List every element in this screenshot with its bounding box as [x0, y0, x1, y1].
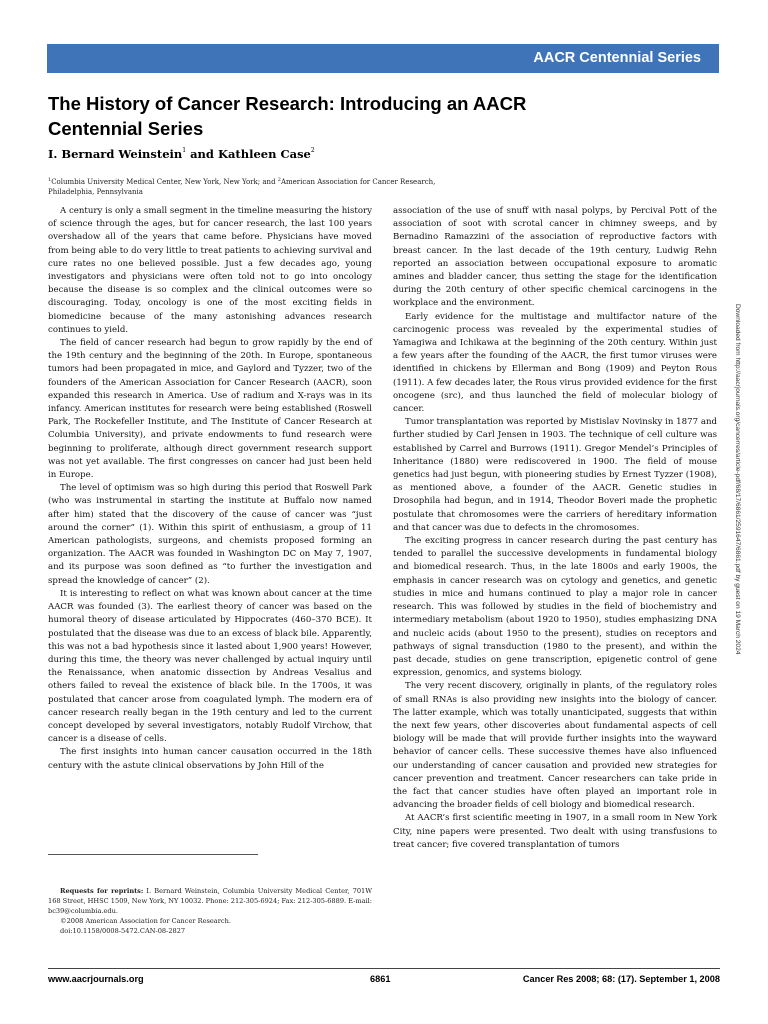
body-paragraph: association of the use of snuff with nasal polyps, by Percival Pott of the association of soot with scrotal cancer in chimney sweeps, and by Bernadino Ramazzini of the association of reproductive factors with breast cancer. In the last decade of the 19th century, Ludwig Rehn reported an association between occupational exposure to aromatic amines and bladder cancer, thus setting the stage for the identification during the 20th century of other specific chemical carcinogens in the workplace and the environment.	[393, 206, 717, 309]
body-column-right	[393, 205, 717, 852]
author-name: I. Bernard Weinstein	[48, 147, 183, 161]
body-paragraph: It is interesting to reflect on what was known about cancer at the time AACR was founded (3). The earliest theory of cancer was based on the humoral theory of disease articulated by Hippocrates (460–370 BCE). It postulated that the disease was due to an excess of black bile. Apparently, this was not a bad hypothesis since it lasted about 1,900 years! However, during this time, the theory was never challenged by actual inquiry until the Renaissance, when anatomic dissection by Andreas Vesalius and others failed to reveal the existence of black bile. In the 1700s, it was postulated that cancer arose from coagulated lymph. The modern era of cancer research really began in the 19th century and led to the current concept developed by several investigators, notably Rudolf Virchow, that cancer is a disease of cells.	[48, 588, 372, 745]
affiliations: $^1$Columbia University Medical Center, New York, New York; and $^2$American Association for Cancer Research, Philadelphia, Pennsylvania	[48, 177, 436, 196]
body-paragraph: The field of cancer research had begun to grow rapidly by the end of the 19th century and the beginning of the 20th. In Europe, spontaneous tumors had been propagated in mice, and Gaylord and Tyzzer, two of the founders of the American Association for Cancer Research (AACR), soon expanded this research in America. Use of radium and X-rays was in its infancy. American institutes for research were being established (Roswell Park, The Rockefeller Institute, and The Institute of Cancer Research at Columbia University), and private endowments to fund research were beginning to proliferate, although direct government research support was not yet available. The first congresses on cancer had just been held in Europe.	[48, 338, 372, 481]
doi: doi:10.1158/0008-5472.CAN-08-2827	[60, 927, 186, 935]
body-paragraph: The first insights into human cancer causation occurred in the 18th century with the astute clinical observations by John Hill of the	[48, 747, 372, 771]
journal-website: www.aacrjournals.org	[48, 974, 144, 984]
reprint-request: Requests for reprints: I. Bernard Weinstein, Columbia University Medical Center, 701W 168 Street, HHSC 1509, New York, NY 10032. Phone: 212-305-6924; Fax: 212-305-6889. E-mail: bc39@columbia.edu.	[48, 887, 372, 915]
series-banner	[47, 44, 719, 73]
footer-divider	[48, 968, 720, 969]
body-paragraph: A century is only a small segment in the timeline measuring the history of science through the ages, but for cancer research, the last 100 years overshadow all of the years that came before. Physicians have moved from being able to do very little to treat patients to achieving survival and cure rates no one believed possible. Just a few decades ago, young investigators and physicians were often told not to go into oncology because the disease is so complex and the clinical outcomes were so discouraging. Today, oncology is one of the most exciting fields in biomedicine because of the many astonishing advances research continues to yield.	[48, 206, 372, 335]
author-joiner: and	[190, 147, 214, 161]
citation: Cancer Res 2008; 68: (17). September 1, 2008	[522, 974, 720, 984]
body-paragraph: The very recent discovery, originally in plants, of the regulatory roles of small RNAs is also providing new insights into the biology of cancer. The latter example, which was totally unanticipated, suggests that within the next few years, other discoveries about fundamental aspects of cell biology will be made that will provide further insights into the wayward behavior of cancer cells. These successive themes have also influenced our understanding of cancer causation and provided new strategies for cancer prevention and treatment. Cancer researchers can take pride in the fact that cancer studies have often played an important role in advancing the broader fields of cell biology and biomedical research.	[393, 681, 717, 811]
download-watermark: Downloaded from http://aacrjournals.org/cancerres/article-pdf/68/17/6861/2591647/6861.pdf by guest on 19 March 2024	[734, 304, 741, 655]
copyright-notice: ©2008 American Association for Cancer Research.	[60, 917, 231, 925]
body-paragraph: Early evidence for the multistage and multifactor nature of the carcinogenic process was revealed by the experimental studies of Yamagiwa and Ichikawa at the beginning of the 20th century. Within just a few years after the founding of the AACR, the first tumor viruses were identified in chickens by Ellerman and Bong (1909) and Peyton Rous (1911). A few decades later, the Rous virus provided evidence for the first oncogene (src), and thus launched the field of molecular biology of cancer.	[393, 311, 717, 415]
article-title: The History of Cancer Research: Introducing an AACR Centennial Series	[48, 93, 527, 139]
body-paragraph: The level of optimism was so high during this period that Roswell Park (who was instrumental in starting the institute at Buffalo now named after him) stated that the discovery of the cause of cancer was “just around the corner” (1). Within this spirit of enthusiasm, a group of 11 American pathologists, surgeons, and chemists proposed forming an organization. The AACR was founded in Washington DC on May 7, 1907, and its purpose was soon defined as “to further the investigation and spread the knowledge of cancer” (2).	[48, 483, 372, 586]
author-affiliation-mark: 2	[310, 147, 315, 154]
author-affiliation-mark: 1	[182, 147, 187, 154]
page-number: 6861	[370, 974, 391, 984]
author-line	[48, 147, 315, 161]
body-paragraph: The exciting progress in cancer research during the past century has tended to parallel the successive developments in fundamental biology and biomedical research. Thus, in the late 1800s and early 1900s, the emphasis in cancer research was on cytology and genetics, and genetic studies in mice and humans continued to play a major role in cancer research. This was followed by studies in the field of biochemistry and intermediary metabolism (about 1920 to 1950), studies emphasizing DNA and nucleic acids (about 1950 to the present), studies on receptors and pathways of signal transduction (1980 to the present), and within the past decade, studies on gene transcription, epigenetic control of gene expression, genomics, and systems biology.	[393, 536, 717, 679]
body-column-left	[48, 205, 372, 773]
footnotes	[48, 886, 372, 936]
author-name: Kathleen Case	[217, 147, 311, 161]
series-title: AACR Centennial Series	[533, 50, 701, 66]
footnote-divider	[48, 854, 258, 855]
body-paragraph: Tumor transplantation was reported by Mistislav Novinsky in 1877 and further studied by Carl Jensen in 1903. The technique of cell culture was established by Carrel and Burrows (1911). Gregor Mendel’s Principles of Inheritance (1880) were rediscovered in 1900. The field of mouse genetics had just begun, with pioneering studies by Ernest Tyzzer (1908), as mentioned above, a founder of the AACR. Genetic studies in Drosophila had begun, and in 1914, Theodor Boveri made the prophetic postulate that chromosomes were the carriers of hereditary information and that cancer was due to defects in the chromosomes.	[393, 417, 717, 533]
body-paragraph: At AACR’s first scientific meeting in 1907, in a small room in New York City, nine papers were presented. Two dealt with using transfusions to treat cancer; five covered transplantation of tumors	[393, 813, 717, 850]
